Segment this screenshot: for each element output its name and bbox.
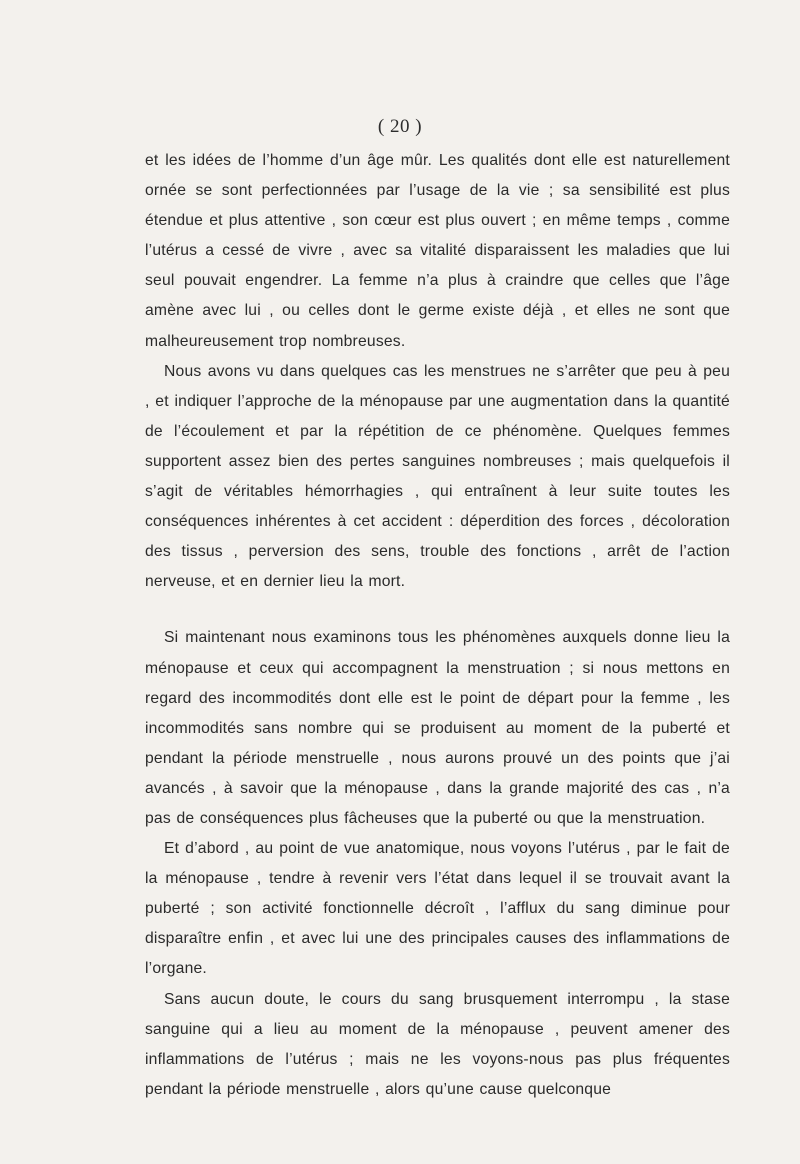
paragraph-phenomenes: Si maintenant nous examinons tous les phénomènes auxquels donne lieu la ménopause et ceux qui accompagnent la menstruation ; si nous mettons en regard des incommodités dont elle est le point de départ pour la femme , les incommodités sans nombre qui se produisent au moment de la puberté et pendant la période menstruelle , nous aurons prouvé un des points que j’ai avancés , à savoir que la ménopause , dans la grande majorité des cas , n’a pas de conséquences plus fâcheuses que la puberté ou que la menstruation. (145, 629, 730, 827)
paragraph-continuation: et les idées de l’homme d’un âge mûr. Les qualités dont elle est naturellement ornée se sont perfectionnées par l’usage de la vie ; sa sensibilité est plus étendue et plus attentive , son cœur est plus ouvert ; en même temps , comme l’utérus a cessé de vivre , avec sa vitalité disparaissent les maladies que lui seul pouvait engendrer. La femme n’a plus à craindre que celles que l’âge amène avec lui , ou celles dont le germe existe déjà , et elles ne sont que malheureusement trop nombreuses. (145, 152, 730, 350)
paragraph-stase-sanguine: Sans aucun doute, le cours du sang brusquement interrompu , la stase sanguine qui a lieu au moment de la ménopause , peuvent amener des inflammations de l’utérus ; mais ne les voyons-nous pas plus fréquentes pendant la période menstruelle , alors qu’une cause quelconque (145, 990, 730, 1098)
body-text (145, 146, 730, 1105)
page-number: ( 20 ) (377, 116, 423, 137)
paragraph-anatomique: Et d’abord , au point de vue anatomique, nous voyons l’utérus , par le fait de la ménopause , tendre à revenir vers l’état dans lequel il se trouvait avant la puberté ; son activité fonctionnelle décroît , l’afflux du sang diminue pour disparaître enfin , et avec lui une des principales causes des inflammations de l’organe. (145, 840, 730, 978)
paragraph-menstrues: Nous avons vu dans quelques cas les menstrues ne s’arrêter que peu à peu , et indiquer l’approche de la ménopause par une augmentation dans la quantité de l’écoulement et par la répétition de ce phénomène. Quelques femmes supportent assez bien des pertes sanguines nombreuses ; mais quelquefois il s’agit de véritables hémorrhagies , qui entraînent à leur suite toutes les conséquences inhérentes à cet accident : déperdition des forces , décoloration des tissus , perversion des sens, trouble des fonctions , arrêt de l’action nerveuse, et en dernier lieu la mort. (145, 362, 730, 591)
